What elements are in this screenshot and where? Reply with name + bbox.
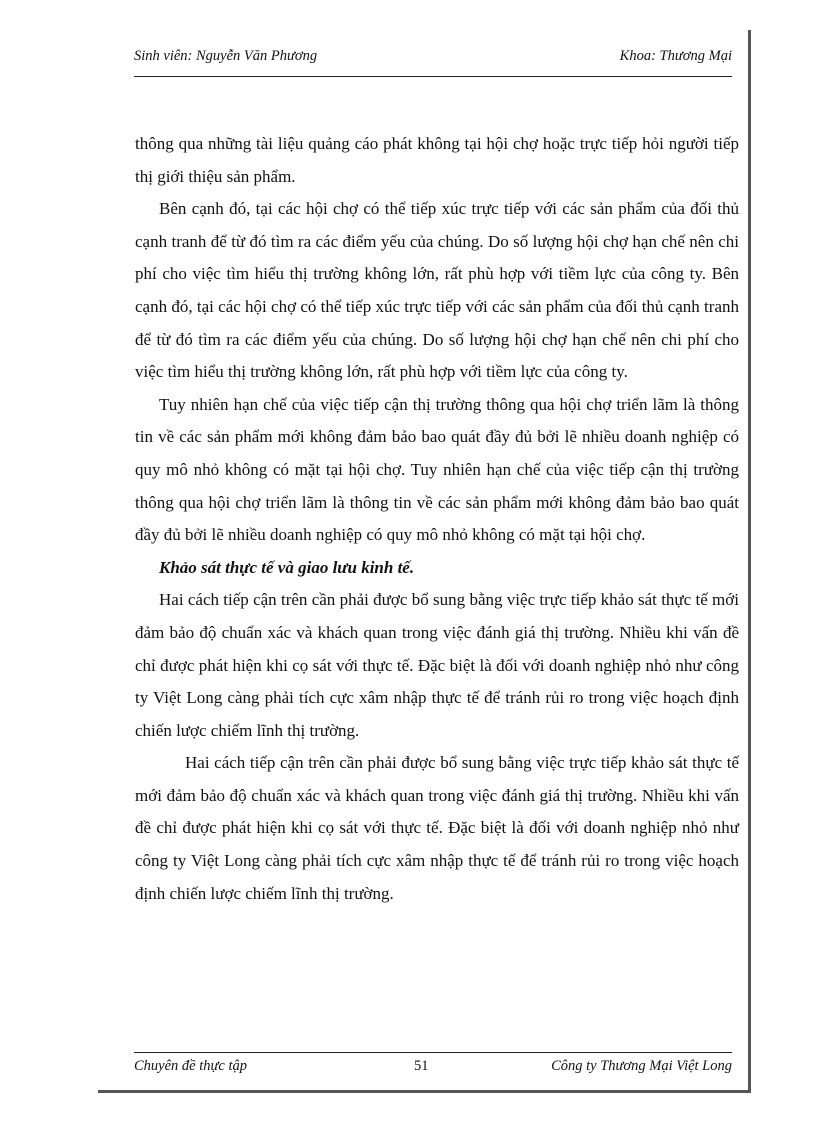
header-student: Sinh viên: Nguyễn Văn Phương — [134, 48, 318, 64]
page-shadow-right — [748, 30, 751, 1092]
page-header — [134, 48, 732, 72]
footer-company: Công ty Thương Mại Việt Long — [551, 1058, 732, 1074]
page-footer — [134, 1058, 732, 1082]
page-body — [135, 128, 739, 910]
paragraph-5: Hai cách tiếp cận trên cần phải được bổ sung bằng việc trực tiếp khảo sát thực tế mới đảm bảo độ chuẩn xác và khách quan trong việc đánh giá thị trường. Nhiều khi vấn đề chỉ được phát hiện khi cọ sát với thực tế. Đặc biệt là đối với doanh nghiệp nhỏ như công ty Việt Long càng phải tích cực xâm nhập thực tế để tránh rủi ro trong việc hoạch định chiến lược chiếm lĩnh thị trường. — [135, 753, 739, 903]
footer-rule — [134, 1052, 732, 1053]
paragraph-1: thông qua những tài liệu quảng cáo phát không tại hội chợ hoặc trực tiếp hỏi người tiếp thị giới thiệu sản phẩm. — [135, 134, 739, 186]
paragraph-4: Hai cách tiếp cận trên cần phải được bổ sung bằng việc trực tiếp khảo sát thực tế mới đảm bảo độ chuẩn xác và khách quan trong việc đánh giá thị trường. Nhiều khi vấn đề chỉ được phát hiện khi cọ sát với thực tế. Đặc biệt là đối với doanh nghiệp nhỏ như công ty Việt Long càng phải tích cực xâm nhập thực tế để tránh rủi ro trong việc hoạch định chiến lược chiếm lĩnh thị trường. — [135, 590, 739, 740]
header-faculty: Khoa: Thương Mại — [619, 48, 732, 64]
paragraph-2: Bên cạnh đó, tại các hội chợ có thể tiếp xúc trực tiếp với các sản phẩm của đối thủ cạnh tranh để từ đó tìm ra các điểm yếu của chúng. Do số lượng hội chợ hạn chế nên chi phí cho việc tìm hiểu thị trường không lớn, rất phù hợp với tiềm lực của công ty. Bên cạnh đó, tại các hội chợ có thể tiếp xúc trực tiếp với các sản phẩm của đối thủ cạnh tranh để từ đó tìm ra các điểm yếu của chúng. Do số lượng hội chợ hạn chế nên chi phí cho việc tìm hiểu thị trường không lớn, rất phù hợp với tiềm lực của công ty. — [135, 199, 739, 382]
header-rule — [134, 76, 732, 77]
footer-report-type: Chuyên đề thực tập — [134, 1058, 248, 1074]
page-number: 51 — [414, 1058, 429, 1074]
page-shadow-bottom — [98, 1090, 751, 1093]
section-heading: Khảo sát thực tế và giao lưu kinh tế. — [159, 557, 415, 577]
paragraph-3: Tuy nhiên hạn chế của việc tiếp cận thị trường thông qua hội chợ triển lãm là thông tin về các sản phẩm mới không đảm bảo bao quát đầy đủ bởi lẽ nhiều doanh nghiệp có quy mô nhỏ không có mặt tại hội chợ. Tuy nhiên hạn chế của việc tiếp cận thị trường thông qua hội chợ triển lãm là thông tin về các sản phẩm mới không đảm bảo bao quát đầy đủ bởi lẽ nhiều doanh nghiệp có quy mô nhỏ không có mặt tại hội chợ. — [135, 394, 739, 545]
